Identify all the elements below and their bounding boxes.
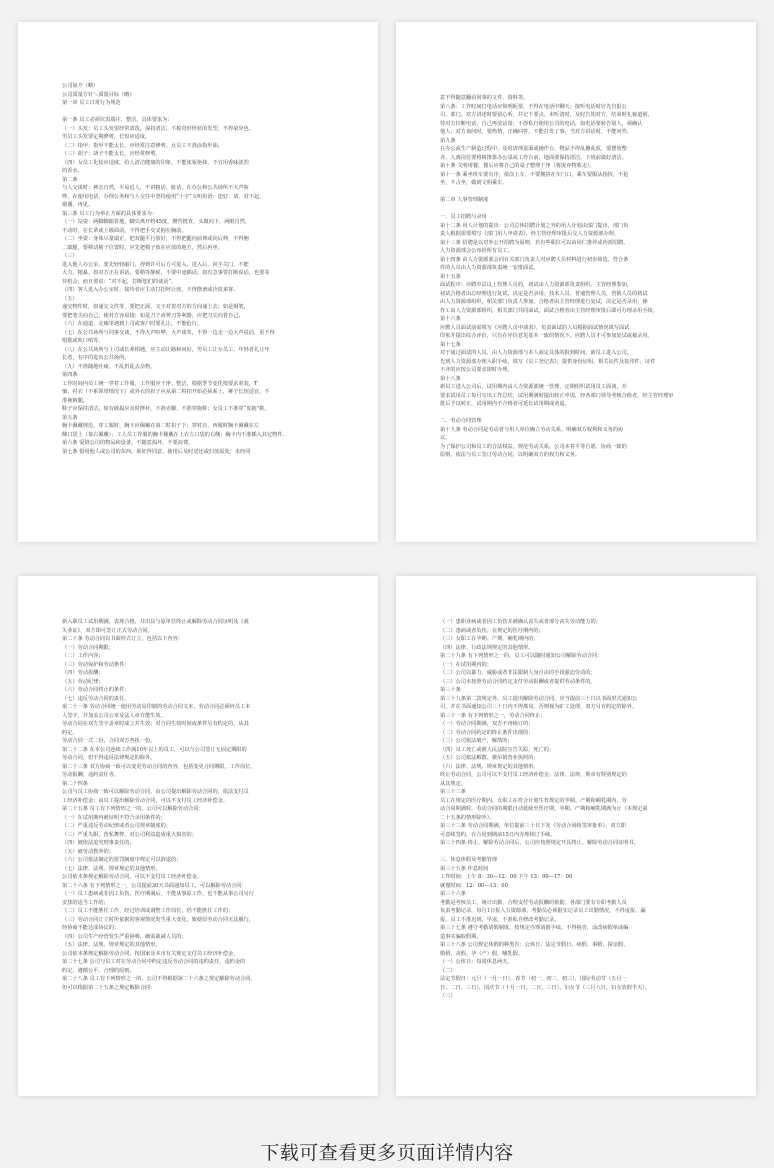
text-line: 劳动合同一式二份，合同双方各执一份。 [62,738,156,744]
text-line: 第十一条 乘坐班车要有序，依次上车，不要拥挤在车门口，乘车要服从指挥，不抢 [440,171,629,178]
text-line: （一）头发：员工头发要经常清洗，保持清洁，不梳奇形怪状的发型，不得染异色。 [62,125,254,132]
text-line: 负责考勤记录，每月1日报人力资源部，考勤员必须据实记录员工出勤情况，不得虚报、漏 [440,908,646,914]
text-line: 婚假、丧假、孕（产）假、哺乳假。 [440,950,524,957]
text-line: 第十五条 [440,273,461,280]
text-line: 第十七条 [440,341,461,348]
text-line: 第二十七条 公司与员工对在劳动合同中约定违反劳动合同的违约责任，违约金的 [62,959,246,965]
text-line: （二）坐姿：身体尽量端正，把双腿平行放好，不得把腿向前伸或向后伸，不得翘 [62,236,249,242]
text-line: （二）患病或者负伤，在规定的医疗期内的； [440,627,544,634]
text-line: 一、员工招聘与录用 [440,214,487,220]
text-line: 递交物件时，如递交文件等，要把正面，文字对着对方的方向递上去；如是钢笔， [62,304,249,310]
text-line: 失业证》，双方即可签订正式劳动合同。 [62,627,153,634]
text-line: 进入他人办公室，要先轻轻敲门，得到许可后方可进入，进入后，回手关门，不能 [62,261,249,268]
text-line: 第三十条 [440,687,461,693]
text-line: 第三十九条第二款规定外，员工提出解除劳动合同，应当提前三十日以书面形式通知公 [440,695,638,702]
text-line: 劳动合同在双方签字盖章时成立并生效；对合同生效时间或条件另有约定的，从其 [62,721,249,727]
text-line: 第二条 [62,176,78,183]
text-line: （一）劳动合同期限； [62,644,114,651]
text-line: （七）违反劳动合同的责任。 [62,695,130,702]
text-line: 准挽裤腿。 [62,397,88,404]
text-line: 批后予以转正，试用期内不合格者可延长试用期或劝退。 [440,401,570,407]
text-line: 男员工头发要定期修剪，长短应适度。 [62,134,151,140]
text-line: 第十四条 由人力资源部会同有关部门负责人对应聘人员材料进行初步筛选，符合条 [440,256,629,263]
text-line: （四）女员工化妆应适度，给人清洁健康的印象，不能浓妆艳抹，不宜用香味浓烈 [62,159,249,166]
text-line: 第二十六条 有下列情形之一，公司提前30天书面通知员工，可以解除劳动合同： [62,882,247,889]
text-line: （六）公司依法制定的惩罚制度中规定可以辞退的； [62,857,182,863]
text-line: 哗，在使用电话，办理公务和与人交往中坚持使用“十字”文明用语：您好、请、对不起、 [62,193,265,200]
text-line: （四）公司生产经营发生严重困难，确需裁减人员的； [62,933,187,940]
text-line: 但可以根据第二十五条之规定解除合同： [62,984,156,991]
text-line: 就餐时间：12：00—13：00 [440,882,508,889]
text-line: 第五条 [62,414,78,421]
text-line: （四）被依法追究刑事责任的； [62,840,135,846]
text-line: 法定节假日：元旦（一月一日），春节（初一、初二、初三），国际劳动节（五月一 [440,976,627,982]
text-line: （二）工作内容； [62,653,104,659]
text-line: （一）公休日：每周休息两天。 [440,959,513,965]
text-line: 印象并提出综合评价，只有在评价意见基本一致的情况下，应聘人员才可参加复试或被录用。 [440,333,653,339]
text-line: 第二十八条 员工有下列情形之一的，公司不得根据第二十六条之规定解除劳动合同， [62,976,256,982]
text-line: 劳动合同，但不得违反法律规定的除外。 [62,755,156,761]
download-caption: 下载可查看更多页面详情内容 [260,1142,514,1164]
text-line: 日、二日、三日），国庆节（十月一日、二日、三日），妇女节（三月八日，妇女放假半天）。 [440,984,651,991]
text-line: 第十二条 用人计划的提出：公司总体招聘计划之外的用人计划由部门提出，部门负 [440,222,629,229]
text-line: 由人力资源部组织，相关部门负责人参加，合格者由主管经理进行复试，决定是否录用；操 [440,299,648,305]
text-line: 责人根据需要填写《部门用人申请表》，经主管经理审批后交人力资源部办理。 [440,231,619,237]
text-line: 第六条 爱惜公司的物品和设备，不随意损坏，不要浪费。 [62,440,194,446]
text-line: （五）法律、法规、规章规定的其他情形。 [62,942,161,948]
text-line: 第二章 人事管理制度 [440,197,489,203]
text-line: 第二十四条 [62,780,88,787]
text-line: 先到人力资源部办理入职手续，填写《员工登记表》，提供身份证明、相关证件及复印件，证件 [440,358,656,365]
text-line: 大力、粗暴。如对方正在讲话，要稍等静候，不要中途插话，如有急事要打断说话，也要等 [62,270,270,276]
text-line: 动合同期满时，劳动合同的期限自动延续至医疗期、孕期、产期和哺乳期满为止（本规定第 [440,806,648,812]
text-line: （三） [440,993,456,999]
text-line: 唱歌或吹口哨等。 [62,338,104,344]
text-line: （三）公司未按照劳动合同约定支付劳动报酬或者提供劳动条件的。 [440,678,596,685]
text-line: （四）员工死亡或被人民法院宣告失踪，死亡的； [440,746,555,753]
document-page-4 [396,576,756,1096]
text-line: 第三十五条 作息时间 [440,865,489,872]
text-line [440,205,712,214]
text-line: 新入职员工试用期满，表现合格，并出具与原单位终止或解除劳动合同证明及《就 [62,619,249,625]
text-line: （四）劳动报酬； [62,670,104,676]
text-line: 第十九条 劳动合同是劳动者与用人单位确立劳动关系、明确双方权利和义务的协 [440,426,624,433]
text-line: （五）被劳动教养的； [62,848,114,855]
text-line: 第二十条 劳动合同以书面形式订立，包括以下内容： [62,636,183,642]
text-line: 作工由人力资源部组织，相关部门共同面试，面试合格者由主管经理审批后即可办理录用手续。 [440,307,658,314]
text-line: 件的人员由人力资源部负责统一安排面试。 [440,265,539,271]
text-line: （一）患职业病或者因工负伤并被确认丧失或者部分丧失劳动能力的； [440,619,601,625]
text-line: 齐。人离岗位要将椅推靠办公桌或工作台前，地面要保持清洁，下班前做好清洁。 [440,154,627,161]
text-line: （四）法律、行政法规规定的其他情形。 [440,644,534,651]
text-line: 约定，遵循公平、合理的原则。 [62,967,135,974]
text-line: 第三条 员工行为举止方面的具体要求为： [62,210,158,217]
text-line: 工作时间内员工统一穿着工作服，工作服应干净、整洁，根据季节变化按要求着装，T [62,380,258,387]
text-line: （三）劳动合同订立时所依据的客观情况发生重大变化，致使原劳动合同无法履行， [62,916,254,923]
text-line: 第十六条 [440,316,461,322]
text-line: 的香水。 [62,168,83,174]
text-line: 第九条 [440,137,456,144]
text-line: （二）严重违反劳动纪律或者公司规章制度的； [62,823,171,829]
text-line: 不齐的应按公司要求即时办理。 [440,367,513,373]
text-line: （四）客人进入办公室时，接待者应主动打招呼让座，不得摆谱或冷淡来客。 [62,287,239,293]
text-line: 从其规定。 [440,780,466,787]
text-line: 公司依本条规定解除劳动合同，可以不支付员工经济补偿金。 [62,874,203,880]
text-line: 第十八条 [440,375,461,382]
text-line [440,409,712,418]
text-line: （一）员工患病或非因工负伤，医疗期满后，不能从事原工作，也不能从事公司另行 [62,891,254,897]
text-line: 可意续签约，在合同到期前15日内办理续订手续。 [440,831,556,838]
text-line: 第七条 借用他人或公司的东西，须征得同意，使用后及时送还或归放原处；未经同 [62,448,251,455]
text-line: 初试合格者由总经理进行复试，决定是否录用；技术人员、普通管理人员，营销人员的初试 [440,290,648,297]
text-line: 公司质量方针＼质量目标（略） [62,91,135,98]
text-line: 长者，有序的进出公共场所。 [62,355,130,361]
text-line: 第十三条 招聘是以对外公开招聘为原则，若有些职位可以由同仁推荐或内部招聘， [440,239,629,246]
text-line: 报，员工不准迟到、早退，不准私自修改考勤记录。 [440,916,560,923]
text-line: 谢谢、再见。 [62,202,94,208]
text-line: 司、部门，对方讲述时要留心听，并记下要点，未听清时，及时告知对方，结束时礼貌道别， [440,112,653,118]
text-line: 公司简介（略） [62,83,99,89]
text-line: （七）在公共场所与同事交谈，不得大声喧哗，大声谈笑，不得一边走一边大声说话，更不得 [62,329,275,336]
text-line: 第四条 [62,372,78,378]
text-line: 司，并在书面通知公司三十日内不得离岗，否则视为旷工处理，双方另有约定的除外。 [440,704,638,710]
text-line: （六）法律、法规、规章规定的其他情形。 [440,763,539,770]
text-line: 第一章 员工日常行为规范 [62,100,121,106]
text-line: （六）劳动合同终止的条件； [62,687,130,693]
text-line: 二郎腿，要移动椅子位置时，应先把椅子放在应放的地方，然后再坐。 [62,244,223,251]
text-line: 待对方挂断电话，自己再放话筒；不得私自使用公司的电话，如电话要转告别人，须确认 [440,120,643,127]
text-line: （九）不准随地吐痰、不乱扔乱丢杂物。 [62,363,156,370]
text-line: 公司与员工协商一致可以解除劳动合同，由公司提出解除劳动合同的，依法支付员 [62,789,249,795]
text-line: 第八条：工作时间打电话应简明扼要，不得在电话中聊天；接听电话时应先自报公 [440,103,627,110]
text-line: 要求试用员工每月写出工作总结，试用期满时提出转正申请，经各部门领导考核合格者，经主管经理审 [440,392,674,399]
text-line: （五） [62,295,78,302]
text-line: （三）公司依法破产，解散的； [440,738,513,744]
text-line: 造事实骗取假期。 [440,933,482,940]
text-line: 约定。 [62,729,78,736]
text-line: （一）劳动合同期满，双方不再续订的； [440,721,534,727]
text-line: 劳动报酬，违约责任等。 [62,772,120,778]
text-line: （七）法律、法规、规章规定的其他情形。 [62,865,161,872]
text-line: 第一条 员工必须仪表端庄、整洁，具体要求为： [62,117,173,123]
text-line: 第三十四条 终止、解除劳动合同后，公司应按照规定开具终止、解除劳动合同证明书。 [440,840,639,846]
text-line: （五）劳动纪律； [62,678,104,685]
text-line: 安排的适当工作的； [62,899,109,906]
text-line: （一）在试用期内的； [440,661,492,668]
text-line: 坐，不占坐，做到文明乘车。 [440,180,508,186]
text-line: （三）严重失职，营私舞弊，对公司利益造成重大损害的； [62,831,197,838]
text-line: 鞋子应保持清洁，如有破损应及时修补，不准赤脚、不准穿拖鞋；女员工不准穿“皮拖”鞋。 [62,406,270,412]
text-line: 第三十七条 遵守考勤请假制度，按规定办理请假手续，不得拖沓，涂改病假单或编 [440,925,629,931]
text-line: 第三十八条 公司规定休假的种类有：公休日、法定节假日、病假、事假、探亲假、 [440,942,629,948]
text-line: 经协商不能达成协议的； [62,925,120,931]
text-line [440,848,712,857]
text-line: 应聘人员面试前需填写《应聘人员申请表》，负责面试的人员根据面试情况填写面试 [440,324,630,331]
text-line: （二）劳动合同约定的终止条件出现的； [440,729,534,736]
text-line: （三）胡子：胡子不能太长，应经常修剪。 [62,151,161,157]
text-line: 考勤是考核员工，统计出勤，合理支付劳动报酬的依据，各部门要有专职考勤人员 [440,899,627,906]
text-line: 公司依本条规定解除劳动合同，按国家及本市有关规定支付员工经济补偿金。 [62,950,239,957]
text-line: 新员工进入公司后，试用期内由人力资源部统一管理，定期组织试用员工面谈，并 [440,384,627,390]
text-line: 人签字，并加盖公司公章及法人章方能生效。 [62,712,166,719]
text-line: 与人交谈时：神态自然，平易近人，不讲粗话、脏话，在办公和公共场所不大声喧 [62,185,249,191]
text-line: 面试程序：应聘中层以上管理人员的，初试由人力资源部负责组织，主管经理参加， [440,282,632,288]
text-line: （三） [62,253,78,259]
text-line: 第十条 文明用餐，餐后应将自己的桌子整理干净（将废弃物收走）。 [440,163,595,169]
text-line: 终止劳动合同，公司可以不支付员工经济补偿金；法律、法规、规章有特别规定的 [440,772,627,778]
text-line [62,108,334,117]
text-line: 第三十一条 有下列情形之一，劳动合同终止： [440,712,546,719]
text-line: 第二十九条 有下列情形之一的，员工可以随时通知公司解除劳动合同： [440,653,603,659]
text-line: 第二十二条 在本公司连续工作满10年以上的员工，可以与公司签订无固定期限的 [62,746,247,753]
text-line: 第三十二条 [440,789,466,795]
text-line: （六）在通道、走廊里遇到上司或客户时要礼让，不能抢行。 [62,321,203,327]
text-line: （一）站姿：两脚脚跟着地，脚尖离开约45度，腰背挺直，头微向下，两眼自然， [62,219,251,225]
text-line: （一）在试用期内被证明不符合录用条件的； [62,814,166,821]
text-line: 恤、衬衣（不系领带情况下）或外衣的扣子应从第二粒扣开始必须系上，裤子长短适宜，不 [62,389,270,395]
text-line: （三）女职工在孕期、产期、哺乳期内的； [440,636,539,642]
text-line: 工作时间：上午 8：30—12：00 下午 13：00—17：00 [440,874,573,880]
text-line: 要把笔尖向自己，使对方容易接；如是刀子或剪刀等利器，应把刀尖向着自己。 [62,312,244,319]
text-line: 第三十六条 [440,891,466,897]
text-line: （二） [440,967,456,974]
text-line: （二）公司以暴力、威胁或者非法限制人身自由的手段强迫劳动的； [440,670,596,676]
text-line [440,188,712,197]
text-line: 议。 [440,435,451,441]
text-line: 不动时，在长辈或上级面前，不得把手交叉抱在胸前。 [62,227,187,234]
text-line: 在办公或生产制造过程中，及时清理桌面或操作台，物品不得乱摊乱放，要摆放整 [440,146,627,152]
text-line: （五）公司依法解散、被吊销营业执照的； [440,755,539,761]
text-line: 三、休息休假及考勤管理 [440,857,498,863]
text-line: 原则，依法与员工签订劳动合同，以明确双方的权力和义务。 [440,452,581,458]
text-line: 工经济补偿金；由员工提出解除劳动合同，可以不支付员工经济补偿金。 [62,797,229,804]
text-line: 为了保护公司和员工的合法权益，规范劳动关系，公司本着平等自愿、协商一致的 [440,443,627,450]
text-line: 第二十三条 双方协商一致可以变更劳动合同的内容，包括变更合同期限，工作岗位， [62,763,256,770]
document-page-1 [18,22,378,542]
text-line: 待机会，而且要说：“对不起，打断您们的谈话”。 [62,278,177,285]
text-line: 第二十五条 员工有下列情形之一的，公司可以解除劳动合同： [62,806,204,812]
text-line: （二）指甲：指甲不能太长，应经常注意修剪。女员工不准涂指甲油。 [62,142,223,149]
text-line: 第二十一条 劳动合同统一使用劳动局印制的劳动合同文本，劳动合同必须经员工本 [62,704,251,710]
text-line: （三）劳动保护和劳动条件； [62,661,130,668]
text-line: 对于通过面试的人员，由人力资源部与本人商定具体的报到时间，新员工进入公司， [440,350,632,356]
text-line: 意不得随意翻看同事的文件、资料等。 [440,95,529,101]
text-line: 二十五条的情形除外）。 [440,814,495,821]
text-line: 人力资源部会公布给所有员工。 [440,248,513,254]
text-line: （八）在公共场所与上司或长辈相遇，应主动让路和问好，男员工让女员工，年轻者礼让年 [62,346,270,353]
document-page-3 [18,576,378,1096]
text-line: 员工在规定的医疗期内，女职工在符合计划生育规定的孕期、产期和哺乳期内，劳 [440,797,627,804]
text-line: 第三十三条 劳动合同期满，单位提前三十日下发《劳动合同续签审批单》，双方即 [440,823,626,829]
text-line: 胸卡佩戴规范。穿工服时，胸卡应佩戴在第二粒扣子下；穿衬衣、西服时胸卡佩戴在左 [62,423,260,429]
text-line: 他人；对方询问时，要热情，正确回答，不能打发了事，当对方讲话时，不能问答。 [440,129,632,135]
text-line: 二、劳动合同管理 [440,418,482,424]
document-page-2 [396,22,756,542]
text-line: （二）员工不能胜任工作，经过培训或调整工作岗位，仍不能胜任工作的； [62,908,234,914]
text-line: 侧口袋上（靠右佩戴）；工人员工作服的胸卡佩戴在上衣左口袋的右侧；胸卡内不准插入其它物件。 [62,431,288,438]
